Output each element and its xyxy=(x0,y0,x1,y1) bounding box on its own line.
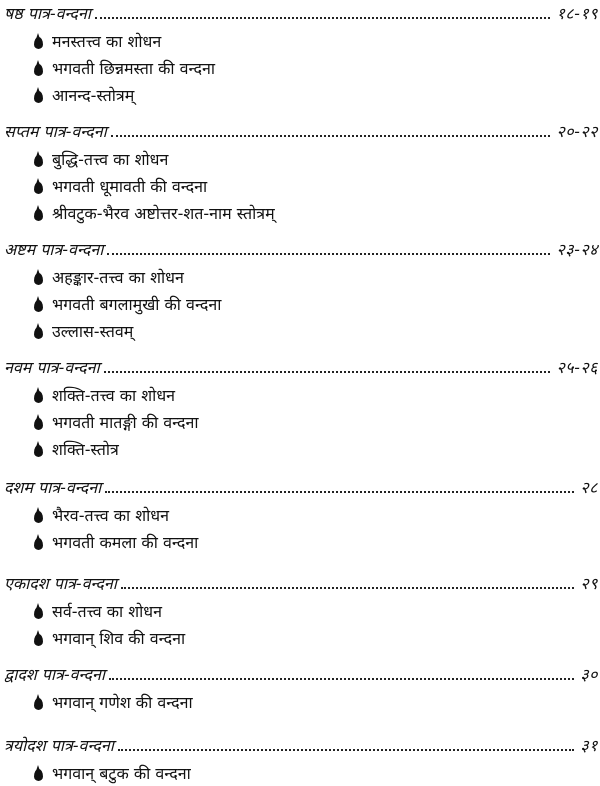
drop-bullet-icon xyxy=(34,511,43,523)
page-range: २८ xyxy=(580,478,598,497)
toc-item xyxy=(34,762,191,786)
drop-bullet-icon xyxy=(34,607,43,619)
toc-item xyxy=(34,266,184,290)
toc-item-label: मनस्तत्त्व का शोधन xyxy=(52,32,162,51)
drop-bullet-icon xyxy=(34,391,43,403)
toc-item-label: अहङ्कार-तत्त्व का शोधन xyxy=(52,268,184,287)
toc-item xyxy=(34,411,199,435)
dot-leader xyxy=(95,17,550,19)
toc-item-label: भगवती कमला की वन्दना xyxy=(52,533,199,552)
section-heading xyxy=(4,118,598,142)
toc-item xyxy=(34,320,133,344)
section-heading xyxy=(4,474,598,498)
toc-item-label: शक्ति-स्तोत्र xyxy=(52,440,119,459)
toc-item-label: बुद्धि-तत्त्व का शोधन xyxy=(52,150,169,169)
toc-item-label: श्रीवटुक-भैरव अष्टोत्तर-शत-नाम स्तोत्रम् xyxy=(52,204,275,223)
toc-item xyxy=(34,531,198,555)
section-title: अष्टम पात्र-वन्दना xyxy=(4,240,104,259)
drop-bullet-icon xyxy=(34,327,43,339)
toc-item-label: भैरव-तत्त्व का शोधन xyxy=(52,506,170,525)
section-title: द्वादश पात्र-वन्दना xyxy=(4,665,106,684)
toc-item xyxy=(34,600,162,624)
section-title: त्रयोदश पात्र-वन्दना xyxy=(4,736,114,755)
drop-bullet-icon xyxy=(34,418,43,430)
section-heading xyxy=(4,0,598,24)
drop-bullet-icon xyxy=(34,634,43,646)
dot-leader xyxy=(121,587,574,589)
toc-item-label: भगवती छिन्नमस्ता की वन्दना xyxy=(52,59,216,78)
drop-bullet-icon xyxy=(34,445,43,457)
toc-item xyxy=(34,148,168,172)
drop-bullet-icon xyxy=(34,64,43,76)
toc-item-label: भगवती धूमावती की वन्दना xyxy=(52,177,208,196)
toc-item xyxy=(34,627,185,651)
page-range: १८-१९ xyxy=(556,4,598,23)
toc-item-label: भगवान् शिव की वन्दना xyxy=(52,629,186,648)
toc-item xyxy=(34,293,221,317)
page-range: २९ xyxy=(580,574,598,593)
drop-bullet-icon xyxy=(34,91,43,103)
toc-item xyxy=(34,504,169,528)
section-title: एकादश पात्र-वन्दना xyxy=(4,574,117,593)
toc-item xyxy=(34,30,161,54)
drop-bullet-icon xyxy=(34,538,43,550)
section-heading xyxy=(4,661,598,685)
toc-item xyxy=(34,691,193,715)
drop-bullet-icon xyxy=(34,155,43,167)
toc-item-label: भगवान् बटुक की वन्दना xyxy=(52,764,191,783)
page-range: २३-२४ xyxy=(556,240,598,259)
toc-item-label: शक्ति-तत्त्व का शोधन xyxy=(52,386,176,405)
section-title: सप्तम पात्र-वन्दना xyxy=(4,122,107,141)
toc-item-label: भगवान् गणेश की वन्दना xyxy=(52,693,193,712)
drop-bullet-icon xyxy=(34,209,43,221)
drop-bullet-icon xyxy=(34,182,43,194)
page-range: ३१ xyxy=(580,736,598,755)
toc-item xyxy=(34,84,134,108)
dot-leader xyxy=(107,253,550,255)
toc-item xyxy=(34,384,175,408)
drop-bullet-icon xyxy=(34,37,43,49)
page-range: ३० xyxy=(580,665,598,684)
toc-item-label: उल्लास-स्तवम् xyxy=(52,322,134,341)
dot-leader xyxy=(118,749,574,751)
page-range: २०-२२ xyxy=(556,122,598,141)
dot-leader xyxy=(109,678,574,680)
section-heading xyxy=(4,732,598,756)
section-title: षष्ठ पात्र-वन्दना xyxy=(4,4,91,23)
section-title: दशम पात्र-वन्दना xyxy=(4,478,102,497)
toc-item xyxy=(34,57,215,81)
toc-item-label: सर्व-तत्त्व का शोधन xyxy=(52,602,163,621)
section-heading xyxy=(4,570,598,594)
dot-leader xyxy=(104,371,551,373)
section-heading xyxy=(4,236,598,260)
drop-bullet-icon xyxy=(34,273,43,285)
section-heading xyxy=(4,354,598,378)
section-title: नवम पात्र-वन्दना xyxy=(4,358,100,377)
drop-bullet-icon xyxy=(34,769,43,781)
toc-item xyxy=(34,202,275,226)
toc-item xyxy=(34,175,207,199)
dot-leader xyxy=(105,491,574,493)
drop-bullet-icon xyxy=(34,698,43,710)
toc-item-label: आनन्द-स्तोत्रम् xyxy=(52,86,135,105)
page-range: २५-२६ xyxy=(556,358,598,377)
toc-item-label: भगवती बगलामुखी की वन्दना xyxy=(52,295,222,314)
toc-item xyxy=(34,438,119,462)
toc-item-label: भगवती मातङ्गी की वन्दना xyxy=(52,413,199,432)
drop-bullet-icon xyxy=(34,300,43,312)
dot-leader xyxy=(111,135,551,137)
